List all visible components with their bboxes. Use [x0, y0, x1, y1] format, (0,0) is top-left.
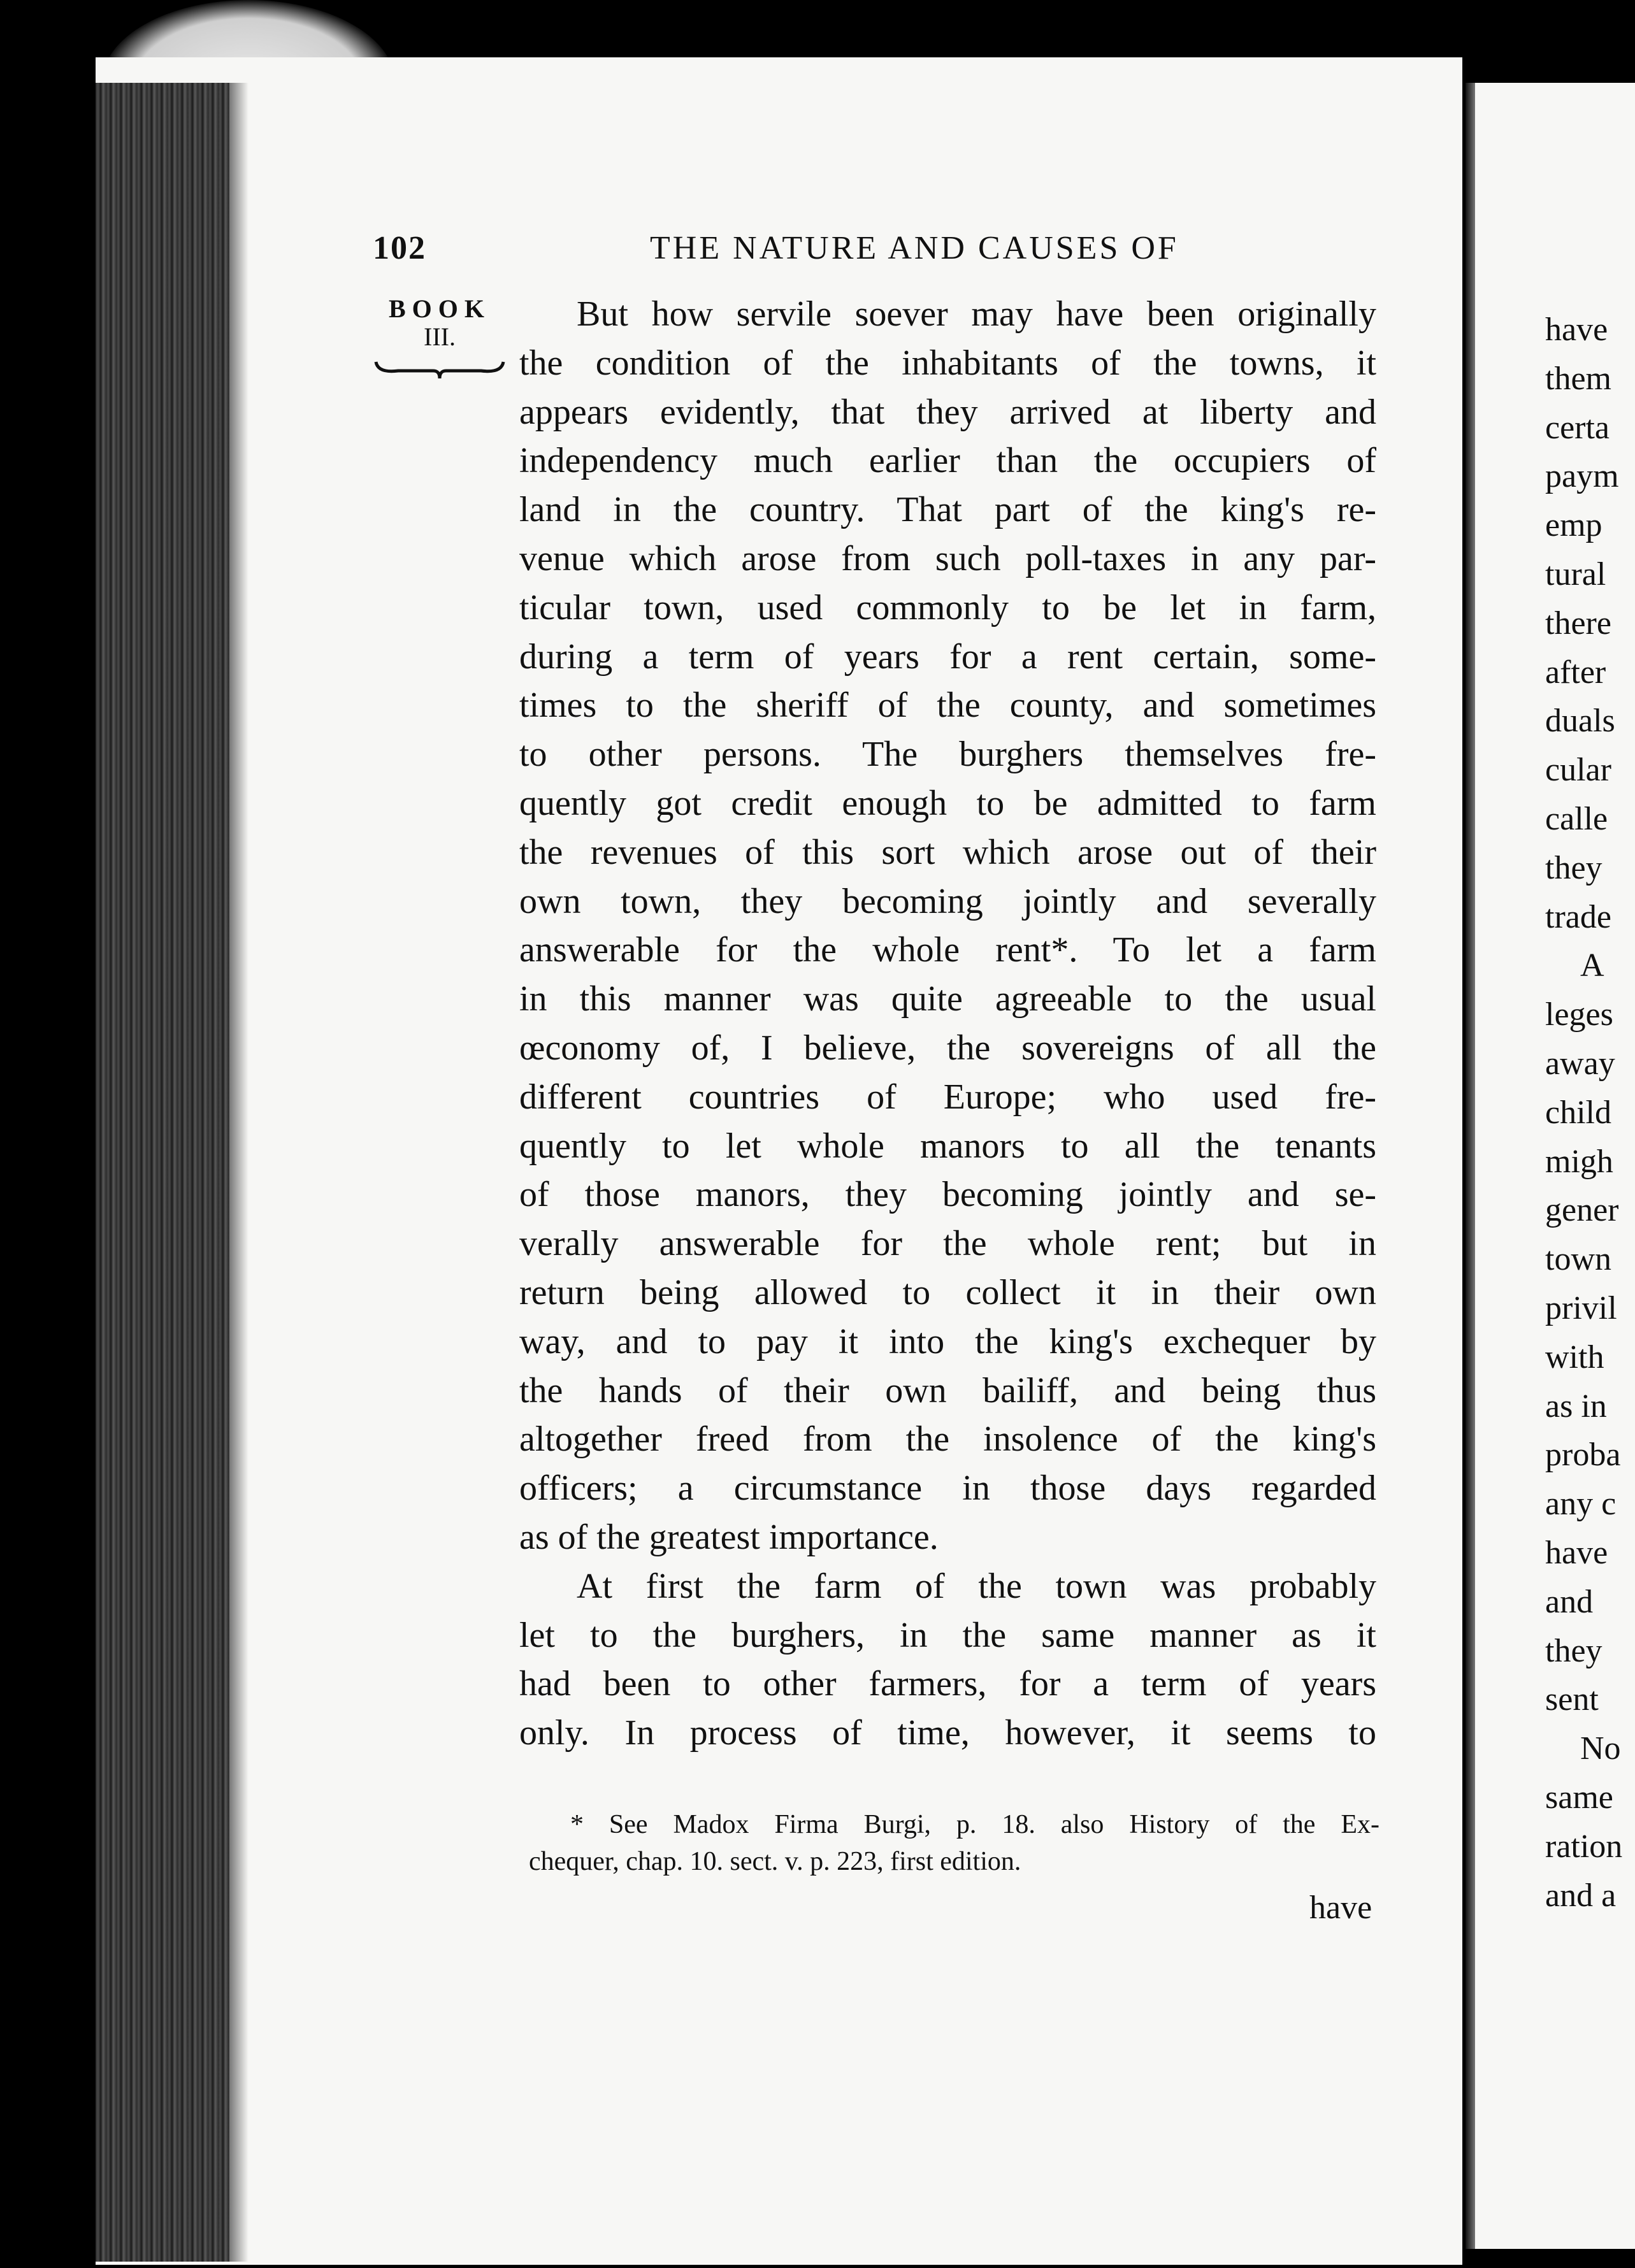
page-number: 102: [373, 230, 426, 266]
running-head: THE NATURE AND CAUSES OF: [650, 230, 1179, 266]
text-line: return being allowed to collect it in their own: [519, 1272, 1376, 1312]
facing-text-line: them: [1545, 360, 1611, 397]
facing-text-line: child: [1545, 1094, 1611, 1131]
facing-text-line: certa: [1545, 409, 1610, 446]
text-line: to other persons. The burghers themselves fre-: [519, 735, 1376, 775]
text-line: quently got credit enough to be admitted to farm: [519, 783, 1376, 823]
text-line: let to the burghers, in the same manner as it: [519, 1615, 1376, 1655]
margin-book-label: BOOK: [388, 294, 491, 323]
text-line: officers; a circumstance in those days regarded: [519, 1468, 1376, 1509]
facing-text-line: and a: [1545, 1877, 1617, 1914]
text-line: in this manner was quite agreeable to the usual: [519, 979, 1376, 1019]
text-line: way, and to pay it into the king's exchequer by: [519, 1321, 1376, 1361]
page-shadow: [229, 83, 248, 2262]
body-text: [519, 290, 1376, 1758]
facing-text-line: sent: [1545, 1681, 1599, 1718]
facing-text-line: they: [1545, 1632, 1603, 1669]
text-line: answerable for the whole rent*. To let a farm: [519, 930, 1376, 970]
facing-text-line: paym: [1545, 458, 1619, 495]
margin-brace: [373, 357, 507, 382]
text-line: different countries of Europe; who used fre-: [519, 1077, 1376, 1117]
facing-text-line: ration: [1545, 1828, 1623, 1865]
text-line: altogether freed from the insolence of the king's: [519, 1419, 1376, 1460]
facing-text-line: trade: [1545, 898, 1611, 935]
text-line: during a term of years for a rent certain, some-: [519, 636, 1376, 677]
facing-text-line: migh: [1545, 1143, 1613, 1180]
text-line: times to the sheriff of the county, and sometimes: [519, 685, 1376, 726]
facing-text-line: any c: [1545, 1486, 1617, 1523]
text-line: the condition of the inhabitants of the towns, it: [519, 343, 1376, 383]
text-line: own town, they becoming jointly and severally: [519, 881, 1376, 921]
text-line: verally answerable for the whole rent; but in: [519, 1224, 1376, 1264]
facing-text-line: as in: [1545, 1388, 1607, 1425]
facing-text-line: proba: [1545, 1437, 1621, 1474]
text-line: the hands of their own bailiff, and being thus: [519, 1370, 1376, 1410]
facing-text-line: there: [1545, 605, 1611, 642]
facing-text-line: duals: [1545, 703, 1615, 740]
footnote-line: chequer, chap. 10. sect. v. p. 223, first edition.: [529, 1847, 1021, 1876]
text-line: only. In process of time, however, it seems to: [519, 1713, 1376, 1753]
text-line: had been to other farmers, for a term of years: [519, 1664, 1376, 1704]
margin-book-number: III.: [424, 322, 456, 351]
facing-text-line: after: [1545, 654, 1606, 691]
facing-text-line: calle: [1545, 800, 1608, 837]
facing-text-line: gener: [1545, 1192, 1619, 1229]
text-line: independency much earlier than the occupiers of: [519, 441, 1376, 481]
footnote: [529, 1806, 1379, 1880]
footnote-line: * See Madox Firma Burgi, p. 18. also History of the Ex-: [570, 1810, 1379, 1839]
facing-text-line: same: [1545, 1779, 1613, 1816]
facing-text-line: they: [1545, 849, 1603, 886]
book-fore-edge: [96, 83, 229, 2262]
text-line: appears evidently, that they arrived at liberty and: [519, 392, 1376, 432]
text-line: At first the farm of the town was probably: [577, 1566, 1376, 1606]
text-line: quently to let whole manors to all the tenants: [519, 1126, 1376, 1166]
facing-text-line: away: [1545, 1045, 1615, 1082]
text-line: land in the country. That part of the king's re-: [519, 490, 1376, 530]
facing-text-line: and: [1545, 1583, 1594, 1620]
text-line: œconomy of, I believe, the sovereigns of all the: [519, 1028, 1376, 1068]
text-line: But how servile soever may have been originally: [577, 294, 1376, 334]
text-line: venue which arose from such poll-taxes in any par-: [519, 538, 1376, 578]
facing-text-line: have: [1545, 1534, 1608, 1571]
facing-text-line: privil: [1545, 1289, 1617, 1326]
facing-text-line: leges: [1545, 996, 1613, 1033]
facing-text-line: emp: [1545, 507, 1603, 544]
facing-text-line: town: [1545, 1241, 1611, 1278]
facing-text-line: A: [1580, 947, 1604, 984]
facing-text-line: No: [1580, 1730, 1621, 1767]
facing-text-line: have: [1545, 312, 1608, 348]
text-line: ticular town, used commonly to be let in farm,: [519, 587, 1376, 628]
facing-text-line: cular: [1545, 752, 1611, 789]
text-line: the revenues of this sort which arose out of their: [519, 832, 1376, 872]
text-line: as of the greatest importance.: [519, 1517, 939, 1557]
catchword: have: [1309, 1890, 1372, 1926]
facing-text-line: tural: [1545, 556, 1606, 592]
facing-page-text: [1545, 306, 1635, 1920]
facing-text-line: with: [1545, 1339, 1604, 1375]
text-line: of those manors, they becoming jointly and se-: [519, 1175, 1376, 1215]
